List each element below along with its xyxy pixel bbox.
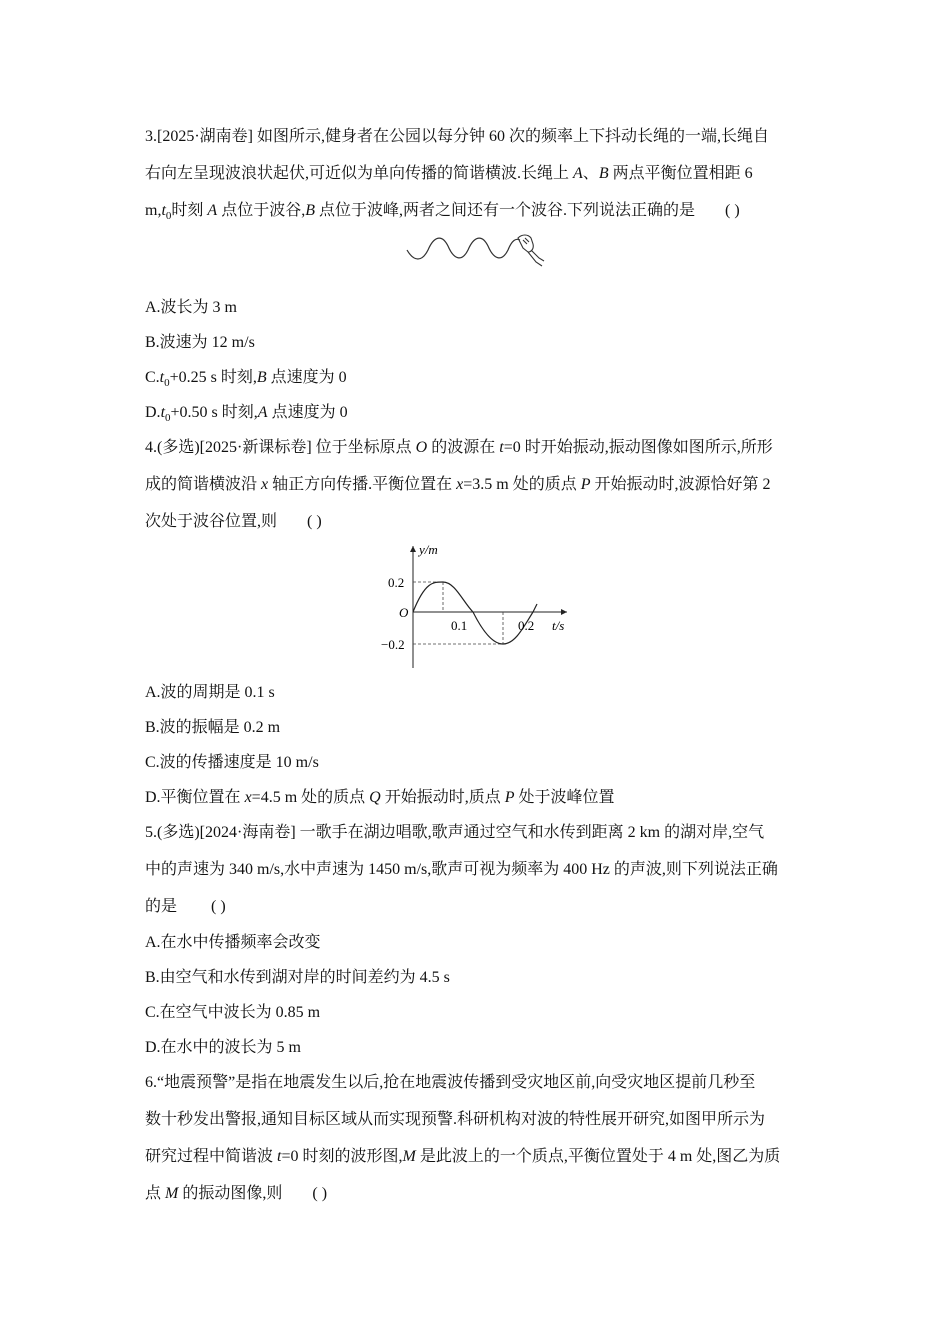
q5-option-c — [145, 1002, 320, 1024]
q5-text: 的是 — [145, 898, 178, 915]
q4-option-b — [145, 717, 280, 739]
option-b-text: B.波速为 12 m/s — [145, 334, 255, 351]
point-p-label: P — [504, 789, 515, 806]
vibration-graph-svg — [375, 540, 575, 670]
option-d-text: 开始振动时,质点 — [380, 789, 505, 806]
q6-text: 是此波上的一个质点,平衡位置处于 4 m 处,图乙为质 — [415, 1148, 781, 1165]
q3-text: 3.[2025·湖南卷] 如图所示,健身者在公园以每分钟 60 次的频率上下抖动长绳的一端,长绳自 — [145, 128, 769, 145]
q4-option-d — [145, 787, 615, 809]
y-axis-label: y/m — [419, 542, 438, 557]
rope-wave-figure — [402, 226, 550, 272]
point-b-label: B — [598, 165, 609, 182]
option-d-text: D.平衡位置在 — [145, 789, 245, 806]
point-b-label: B — [305, 202, 315, 219]
q6-text: 研究过程中简谐波 — [145, 1148, 278, 1165]
q3-text: m, — [145, 202, 162, 219]
option-b-text: B.波的振幅是 0.2 m — [145, 719, 281, 736]
x-symbol: x — [456, 476, 464, 493]
point-a-label: A — [257, 404, 268, 421]
x-tick-2: 0.2 — [518, 618, 535, 633]
time-symbol: t — [499, 439, 504, 456]
q3-text: 点位于波谷, — [217, 202, 306, 219]
option-d-text: D.在水中的波长为 5 m — [145, 1039, 302, 1056]
q3-text: 右向左呈现波浪状起伏,可近似为单向传播的简谐横波.长绳上 — [145, 165, 574, 182]
hand-icon — [518, 235, 544, 266]
q6-text: 数十秒发出警报,通知目标区域从而实现预警.科研机构对波的特性展开研究,如图甲所示为 — [145, 1111, 766, 1128]
q6-text: =0 时刻的波形图, — [281, 1148, 403, 1165]
q4-text: 轴正方向传播.平衡位置在 — [268, 476, 457, 493]
time-symbol: t — [161, 202, 166, 219]
point-m-label: M — [402, 1148, 416, 1165]
option-c-text: C.在空气中波长为 0.85 m — [145, 1004, 321, 1021]
x-symbol: x — [244, 789, 252, 806]
option-d-text: 点速度为 0 — [267, 404, 348, 421]
q4-text: =0 时开始振动,振动图像如图所示,所形 — [503, 439, 773, 456]
rope-wave-svg — [402, 226, 550, 272]
q3-option-c — [145, 367, 347, 394]
option-d-text: =4.5 m 处的质点 — [251, 789, 370, 806]
q3-option-b — [145, 332, 255, 354]
subscript: 0 — [165, 412, 171, 425]
q4-option-c — [145, 752, 319, 774]
q3-text: 点位于波峰,两者之间还有一个波谷.下列说法正确的是 — [315, 202, 696, 219]
option-a-text: A.波长为 3 m — [145, 299, 238, 316]
y-tick-pos: 0.2 — [388, 575, 405, 590]
x-tick-1: 0.1 — [451, 618, 468, 633]
point-q-label: Q — [369, 789, 381, 806]
q4-text: 开始振动时,波源恰好第 2 — [590, 476, 771, 493]
q3-line-1 — [145, 126, 769, 148]
subscript: 0 — [165, 210, 172, 223]
option-b-text: B.由空气和水传到湖对岸的时间差约为 4.5 s — [145, 969, 450, 986]
q5-option-b — [145, 967, 450, 989]
answer-blank: ( ) — [307, 513, 322, 530]
point-a-label: A — [207, 202, 218, 219]
q5-line-2 — [145, 859, 778, 881]
q5-line-3 — [145, 896, 226, 918]
option-c-text: C. — [145, 369, 160, 386]
option-d-text: 处于波峰位置 — [514, 789, 615, 806]
time-symbol: t — [159, 369, 165, 386]
answer-blank: ( ) — [211, 898, 226, 915]
vibration-graph — [375, 540, 575, 670]
q3-line-3 — [145, 200, 740, 227]
time-symbol: t — [277, 1148, 282, 1165]
q5-line-1 — [145, 822, 764, 844]
origin-label: O — [399, 605, 409, 620]
point-b-label: B — [256, 369, 267, 386]
x-symbol: x — [261, 476, 269, 493]
point-p-label: P — [580, 476, 591, 493]
time-symbol: t — [160, 404, 166, 421]
answer-blank: ( ) — [725, 202, 740, 219]
q6-line-2 — [145, 1109, 765, 1131]
q3-line-2 — [145, 163, 753, 185]
q3-text: 两点平衡位置相距 6 — [608, 165, 753, 182]
q4-text: 的波源在 — [427, 439, 500, 456]
q4-option-a — [145, 682, 275, 704]
q3-option-a — [145, 297, 237, 319]
rope-wave-line — [407, 238, 520, 259]
option-a-text: A.波的周期是 0.1 s — [145, 684, 275, 701]
origin-symbol: O — [415, 439, 428, 456]
q3-option-d — [145, 402, 348, 429]
option-a-text: A.在水中传播频率会改变 — [145, 934, 321, 951]
option-c-text: C.波的传播速度是 10 m/s — [145, 754, 319, 771]
q5-option-a — [145, 932, 321, 954]
q4-line-1 — [145, 437, 773, 459]
option-c-text: +0.25 s 时刻, — [169, 369, 257, 386]
point-m-label: M — [165, 1185, 179, 1202]
point-a-label: A — [573, 165, 583, 182]
q6-text: 点 — [145, 1185, 166, 1202]
q4-text: 4.(多选)[2025·新课标卷] 位于坐标原点 — [145, 439, 416, 456]
option-d-text: D. — [145, 404, 161, 421]
q4-text: =3.5 m 处的质点 — [463, 476, 581, 493]
q6-line-4 — [145, 1183, 327, 1205]
subscript: 0 — [164, 377, 170, 390]
vibration-curve — [413, 582, 537, 644]
option-d-text: +0.50 s 时刻, — [170, 404, 258, 421]
q5-text: 5.(多选)[2024·海南卷] 一歌手在湖边唱歌,歌声通过空气和水传到距离 2 km 的湖对岸,空气 — [145, 824, 765, 841]
q5-option-d — [145, 1037, 301, 1059]
q3-text: 时刻 — [171, 202, 208, 219]
q6-line-3 — [145, 1146, 780, 1168]
answer-blank: ( ) — [312, 1185, 328, 1202]
q6-text: 的振动图像,则 — [178, 1185, 283, 1202]
q4-line-2 — [145, 474, 771, 496]
q6-line-1 — [145, 1072, 755, 1094]
y-tick-neg: −0.2 — [381, 637, 405, 652]
q5-text: 中的声速为 340 m/s,水中声速为 1450 m/s,歌声可视为频率为 400 Hz 的声波,则下列说法正确 — [145, 861, 778, 878]
q6-text: 6.“地震预警”是指在地震发生以后,抢在地震波传播到受灾地区前,向受灾地区提前几秒至 — [145, 1074, 756, 1091]
q4-line-3 — [145, 511, 322, 533]
option-c-text: 点速度为 0 — [266, 369, 347, 386]
q3-text: 、 — [582, 165, 599, 182]
t-axis-label: t/s — [552, 618, 565, 633]
q4-text: 成的简谐横波沿 — [145, 476, 262, 493]
q4-text: 次处于波谷位置,则 — [145, 513, 278, 530]
